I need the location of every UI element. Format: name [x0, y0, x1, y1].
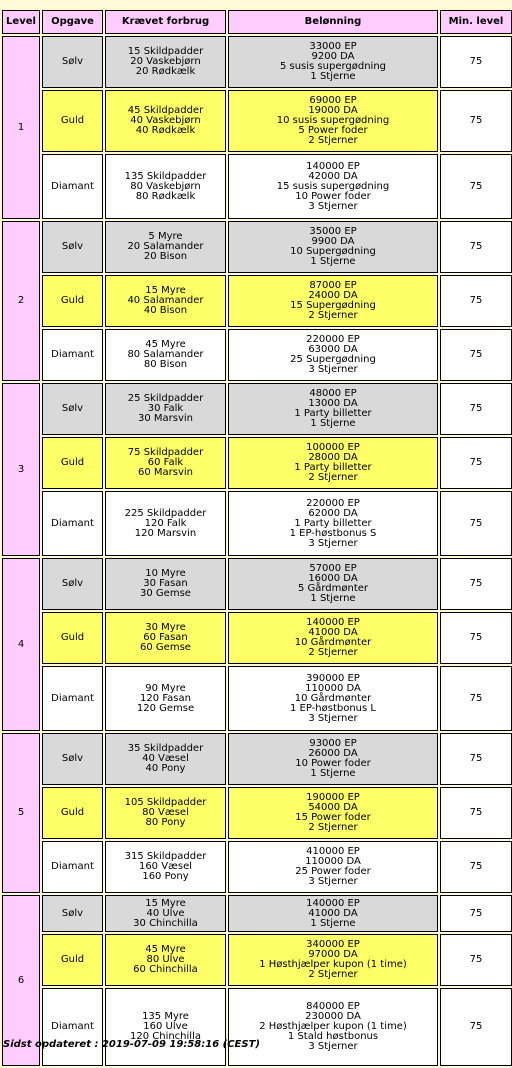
levels.0.tasks.1.belonning-line: 19000 DA: [308, 105, 358, 116]
min-level-cell: 75: [440, 666, 512, 731]
levels.3.tasks.0.belonning-line: 16000 DA: [308, 573, 358, 584]
table-row: [2, 934, 512, 986]
min-level-cell: 75: [440, 383, 512, 435]
levels.4.tasks.2.forbrug-line: 160 Væsel: [138, 861, 193, 872]
levels.2.tasks.1.belonning-line: 2 Stjerner: [308, 472, 358, 483]
min-level-cell: 75: [440, 733, 512, 785]
levels.2.tasks.1.forbrug-line: 60 Falk: [147, 457, 184, 468]
header-belonning: Belønning: [228, 10, 438, 34]
header-min-level: Min. level: [440, 10, 512, 34]
levels.1.tasks.0.belonning-line: 9900 DA: [311, 236, 355, 247]
table-row: [2, 329, 512, 381]
table-row: [2, 558, 512, 610]
opgave-cell: Guld: [42, 612, 103, 664]
levels.3.tasks.1.belonning-line: 10 Gårdmønter: [294, 637, 372, 648]
min-level-cell: 75: [440, 558, 512, 610]
forbrug-cell: [105, 934, 226, 986]
min-level-cell: 75: [440, 154, 512, 219]
opgave-cell: Diamant: [42, 841, 103, 893]
opgave-cell: Diamant: [42, 154, 103, 219]
table-body: [2, 36, 512, 1066]
levels.4.tasks.2.belonning-line: 110000 DA: [305, 856, 361, 867]
levels.0.tasks.1.forbrug-line: 45 Skildpadder: [127, 105, 204, 116]
levels.4.tasks.2.belonning-line: 3 Stjerner: [308, 876, 358, 887]
levels.1.tasks.0.belonning-line: 35000 EP: [309, 226, 357, 237]
min-level-cell: 75: [440, 491, 512, 556]
levels.2.tasks.2.belonning-line: 1 Party billetter: [294, 517, 372, 529]
opgave-cell: Diamant: [42, 666, 103, 731]
last-updated: Sidst opdateret : 2019-07-09 19:58:16 (CEST): [3, 1039, 260, 1050]
table-row: [2, 733, 512, 785]
levels.5.tasks.0.belonning-line: 41000 DA: [308, 907, 358, 919]
levels.2.tasks.1.belonning-line: 28000 DA: [308, 452, 358, 463]
levels.1.tasks.0.forbrug-line: 5 Myre: [148, 231, 183, 242]
levels.1.tasks.2.belonning-line: 220000 EP: [306, 334, 360, 345]
opgave-cell: Guld: [42, 787, 103, 839]
forbrug-cell: [105, 90, 226, 152]
levels.4.tasks.1.forbrug-line: 80 Væsel: [142, 807, 189, 818]
levels.2.tasks.2.belonning-line: 62000 DA: [308, 507, 358, 519]
levels.0.tasks.0.belonning-line: 5 susis supergødning: [279, 61, 387, 72]
levels.1.tasks.0.forbrug-line: 20 Salamander: [127, 241, 204, 252]
levels.0.tasks.1.forbrug-line: 40 Rødkælk: [135, 125, 196, 136]
levels.3.tasks.2.belonning-line: 110000 DA: [305, 682, 361, 694]
belonning-cell: [228, 437, 438, 489]
levels.2.tasks.0.belonning-line: 13000 DA: [308, 398, 358, 409]
levels.0.tasks.0.belonning-line: 1 Stjerne: [310, 71, 356, 82]
levels.2.tasks.2.forbrug-line: 120 Marsvin: [134, 527, 197, 539]
opgave-cell: Guld: [42, 934, 103, 986]
belonning-cell: [228, 558, 438, 610]
levels.3.tasks.0.belonning-line: 57000 EP: [309, 563, 357, 574]
levels.2.tasks.2.belonning-line: 1 EP-høstbonus S: [289, 527, 377, 539]
levels.5.tasks.2.forbrug-line: 120 Chinchilla: [129, 1031, 201, 1042]
levels.3.tasks.1.belonning-line: 2 Stjerner: [308, 647, 358, 658]
levels.3.tasks.0.forbrug-line: 10 Myre: [145, 568, 186, 579]
levels.2.tasks.0.belonning-line: 48000 EP: [309, 388, 357, 399]
levels.1.tasks.2.forbrug-line: 80 Salamander: [127, 349, 204, 360]
levels.3.tasks.1.belonning-line: 140000 EP: [306, 617, 360, 628]
levels.3.tasks.2.forbrug-line: 120 Gemse: [136, 702, 195, 714]
min-level-cell: 75: [440, 988, 512, 1066]
levels.5.tasks.2.belonning-line: 230000 DA: [305, 1011, 361, 1022]
table-row: [2, 154, 512, 219]
min-level-cell: 75: [440, 437, 512, 489]
levels.0.tasks.0.forbrug-line: 20 Rødkælk: [135, 66, 196, 77]
levels.4.tasks.2.forbrug-line: 315 Skildpadder: [124, 851, 207, 862]
forbrug-cell: [105, 154, 226, 219]
table-row: [2, 666, 512, 731]
levels.3.tasks.1.forbrug-line: 60 Gemse: [140, 642, 191, 653]
levels.5.tasks.1.forbrug-line: 60 Chinchilla: [133, 964, 198, 975]
levels.1.tasks.0.forbrug-line: 20 Bison: [143, 251, 188, 262]
table-row: [2, 988, 512, 1066]
levels.2.tasks.1.forbrug-line: 60 Marsvin: [137, 467, 193, 478]
levels.1.tasks.1.forbrug-line: 40 Bison: [143, 305, 188, 316]
forbrug-cell: [105, 383, 226, 435]
min-level-cell: 75: [440, 841, 512, 893]
belonning-cell: [228, 329, 438, 381]
levels.4.tasks.0.belonning-line: 93000 EP: [309, 738, 357, 749]
belonning-cell: [228, 612, 438, 664]
levels.2.tasks.2.forbrug-line: 120 Falk: [144, 517, 187, 529]
forbrug-cell: [105, 36, 226, 88]
levels.1.tasks.2.belonning-line: 63000 DA: [308, 344, 358, 355]
level-cell: 3: [2, 383, 40, 556]
forbrug-cell: [105, 612, 226, 664]
table-row: [2, 221, 512, 273]
forbrug-cell: [105, 437, 226, 489]
levels.0.tasks.1.forbrug-line: 40 Vaskebjørn: [130, 115, 201, 126]
table-header-row: [2, 10, 512, 34]
levels.0.tasks.0.belonning-line: 9200 DA: [311, 51, 355, 62]
forbrug-cell: [105, 895, 226, 932]
levels.5.tasks.2.belonning-line: 3 Stjerner: [308, 1041, 358, 1052]
level-cell: 2: [2, 221, 40, 381]
levels.0.tasks.1.belonning-line: 69000 EP: [309, 95, 357, 106]
levels.3.tasks.1.forbrug-line: 60 Fasan: [143, 632, 188, 643]
rewards-table: [0, 8, 512, 1068]
levels.2.tasks.2.forbrug-line: 225 Skildpadder: [124, 507, 207, 519]
min-level-cell: 75: [440, 934, 512, 986]
levels.1.tasks.1.belonning-line: 2 Stjerner: [308, 310, 358, 321]
levels.3.tasks.2.belonning-line: 3 Stjerner: [308, 712, 358, 724]
levels.4.tasks.0.forbrug-line: 40 Væsel: [142, 753, 189, 764]
levels.2.tasks.0.forbrug-line: 25 Skildpadder: [127, 393, 204, 404]
levels.3.tasks.2.forbrug-line: 120 Fasan: [140, 692, 191, 704]
levels.3.tasks.0.belonning-line: 5 Gårdmønter: [297, 583, 369, 594]
belonning-cell: [228, 666, 438, 731]
levels.5.tasks.1.belonning-line: 2 Stjerner: [308, 969, 358, 980]
belonning-cell: [228, 221, 438, 273]
forbrug-cell: [105, 988, 226, 1066]
levels.2.tasks.1.belonning-line: 100000 EP: [306, 442, 360, 453]
levels.3.tasks.0.forbrug-line: 30 Fasan: [143, 578, 188, 589]
levels.1.tasks.1.belonning-line: 24000 DA: [308, 290, 358, 301]
levels.1.tasks.2.forbrug-line: 45 Myre: [145, 339, 186, 350]
levels.4.tasks.2.forbrug-line: 160 Pony: [142, 871, 189, 882]
levels.1.tasks.2.belonning-line: 3 Stjerner: [308, 364, 358, 375]
table-row: [2, 36, 512, 88]
min-level-cell: 75: [440, 221, 512, 273]
levels.1.tasks.2.belonning-line: 25 Supergødning: [290, 354, 376, 365]
levels.5.tasks.2.belonning-line: 840000 EP: [306, 1001, 360, 1012]
forbrug-cell: [105, 841, 226, 893]
forbrug-cell: [105, 221, 226, 273]
forbrug-cell: [105, 275, 226, 327]
levels.4.tasks.1.belonning-line: 2 Stjerner: [308, 822, 358, 833]
levels.0.tasks.1.belonning-line: 5 Power foder: [298, 125, 368, 136]
min-level-cell: 75: [440, 787, 512, 839]
belonning-cell: [228, 154, 438, 219]
levels.5.tasks.2.belonning-line: 1 Stald høstbonus: [287, 1031, 379, 1042]
level-cell: 4: [2, 558, 40, 731]
levels.5.tasks.0.forbrug-line: 40 Ulve: [146, 907, 185, 919]
levels.0.tasks.1.belonning-line: 2 Stjerner: [308, 135, 358, 146]
levels.5.tasks.0.belonning-line: 140000 EP: [306, 897, 360, 909]
levels.5.tasks.0.forbrug-line: 15 Myre: [145, 897, 186, 909]
opgave-cell: Sølv: [42, 221, 103, 273]
levels.2.tasks.0.belonning-line: 1 Party billetter: [294, 408, 372, 419]
levels.4.tasks.1.belonning-line: 15 Power foder: [295, 812, 371, 823]
table-row: [2, 491, 512, 556]
header-level: Level: [2, 10, 40, 34]
levels.5.tasks.1.belonning-line: 340000 EP: [306, 939, 360, 950]
table-row: [2, 612, 512, 664]
levels.0.tasks.2.belonning-line: 140000 EP: [306, 160, 360, 172]
table-row: [2, 383, 512, 435]
levels.5.tasks.1.belonning-line: 97000 DA: [308, 949, 358, 960]
forbrug-cell: [105, 666, 226, 731]
opgave-cell: Sølv: [42, 383, 103, 435]
levels.2.tasks.2.belonning-line: 220000 EP: [306, 497, 360, 509]
levels.0.tasks.2.belonning-line: 15 susis supergødning: [276, 180, 390, 192]
levels.0.tasks.0.belonning-line: 33000 EP: [309, 41, 357, 52]
levels.1.tasks.1.belonning-line: 15 Supergødning: [290, 300, 376, 311]
levels.0.tasks.0.forbrug-line: 20 Vaskebjørn: [130, 56, 201, 67]
levels.5.tasks.1.forbrug-line: 80 Ulve: [146, 954, 185, 965]
levels.3.tasks.2.forbrug-line: 90 Myre: [145, 682, 186, 694]
levels.2.tasks.2.belonning-line: 3 Stjerner: [308, 537, 358, 549]
levels.2.tasks.1.forbrug-line: 75 Skildpadder: [127, 447, 204, 458]
levels.0.tasks.2.belonning-line: 10 Power foder: [295, 190, 371, 202]
table-row: [2, 437, 512, 489]
opgave-cell: Diamant: [42, 988, 103, 1066]
opgave-cell: Diamant: [42, 329, 103, 381]
opgave-cell: Guld: [42, 275, 103, 327]
levels.5.tasks.2.forbrug-line: 135 Myre: [142, 1011, 189, 1022]
levels.1.tasks.1.belonning-line: 87000 EP: [309, 280, 357, 291]
levels.5.tasks.1.belonning-line: 1 Høsthjælper kupon (1 time): [259, 959, 407, 970]
levels.0.tasks.2.forbrug-line: 80 Vaskebjørn: [130, 180, 201, 192]
opgave-cell: Guld: [42, 90, 103, 152]
levels.4.tasks.1.belonning-line: 54000 DA: [308, 802, 358, 813]
opgave-cell: Sølv: [42, 895, 103, 932]
levels.1.tasks.1.forbrug-line: 40 Salamander: [127, 295, 204, 306]
levels.4.tasks.0.belonning-line: 26000 DA: [308, 748, 358, 759]
levels.4.tasks.1.forbrug-line: 80 Pony: [145, 817, 186, 828]
min-level-cell: 75: [440, 612, 512, 664]
table-row: [2, 90, 512, 152]
levels.2.tasks.0.belonning-line: 1 Stjerne: [310, 418, 356, 429]
header-forbrug: Krævet forbrug: [105, 10, 226, 34]
levels.2.tasks.0.forbrug-line: 30 Falk: [147, 403, 184, 414]
level-cell: 1: [2, 36, 40, 219]
levels.3.tasks.2.belonning-line: 1 EP-høstbonus L: [290, 702, 376, 714]
forbrug-cell: [105, 558, 226, 610]
forbrug-cell: [105, 787, 226, 839]
belonning-cell: [228, 36, 438, 88]
opgave-cell: Diamant: [42, 491, 103, 556]
levels.5.tasks.2.belonning-line: 2 Høsthjælper kupon (1 time): [259, 1021, 407, 1032]
belonning-cell: [228, 733, 438, 785]
opgave-cell: Sølv: [42, 558, 103, 610]
levels.4.tasks.0.belonning-line: 1 Stjerne: [310, 768, 356, 779]
belonning-cell: [228, 491, 438, 556]
level-cell: 6: [2, 895, 40, 1066]
min-level-cell: 75: [440, 90, 512, 152]
levels.3.tasks.2.belonning-line: 10 Gårdmønter: [294, 692, 372, 704]
belonning-cell: [228, 275, 438, 327]
levels.2.tasks.0.forbrug-line: 30 Marsvin: [137, 413, 193, 424]
levels.1.tasks.0.belonning-line: 1 Stjerne: [310, 256, 356, 267]
levels.4.tasks.2.belonning-line: 25 Power foder: [295, 866, 371, 877]
belonning-cell: [228, 841, 438, 893]
table-row: [2, 787, 512, 839]
levels.0.tasks.2.belonning-line: 42000 DA: [308, 170, 358, 182]
belonning-cell: [228, 787, 438, 839]
levels.3.tasks.2.belonning-line: 390000 EP: [306, 672, 360, 684]
table-row: [2, 895, 512, 932]
levels.3.tasks.1.belonning-line: 41000 DA: [308, 627, 358, 638]
belonning-cell: [228, 90, 438, 152]
forbrug-cell: [105, 329, 226, 381]
levels.2.tasks.1.belonning-line: 1 Party billetter: [294, 462, 372, 473]
levels.5.tasks.0.belonning-line: 1 Stjerne: [310, 917, 356, 929]
levels.3.tasks.0.belonning-line: 1 Stjerne: [310, 593, 356, 604]
levels.0.tasks.0.forbrug-line: 15 Skildpadder: [127, 46, 204, 57]
forbrug-cell: [105, 733, 226, 785]
min-level-cell: 75: [440, 275, 512, 327]
levels.3.tasks.0.forbrug-line: 30 Gemse: [140, 588, 191, 599]
forbrug-cell: [105, 491, 226, 556]
levels.0.tasks.2.forbrug-line: 135 Skildpadder: [124, 170, 207, 182]
opgave-cell: Sølv: [42, 36, 103, 88]
opgave-cell: Guld: [42, 437, 103, 489]
min-level-cell: 75: [440, 329, 512, 381]
belonning-cell: [228, 934, 438, 986]
levels.1.tasks.1.forbrug-line: 15 Myre: [145, 285, 186, 296]
min-level-cell: 75: [440, 36, 512, 88]
levels.4.tasks.0.forbrug-line: 40 Pony: [145, 763, 186, 774]
opgave-cell: Sølv: [42, 733, 103, 785]
levels.1.tasks.2.forbrug-line: 80 Bison: [143, 359, 188, 370]
levels.4.tasks.2.belonning-line: 410000 EP: [306, 846, 360, 857]
header-opgave: Opgave: [42, 10, 103, 34]
levels.4.tasks.0.forbrug-line: 35 Skildpadder: [127, 743, 204, 754]
table-row: [2, 275, 512, 327]
table-row: [2, 841, 512, 893]
levels.5.tasks.1.forbrug-line: 45 Myre: [145, 944, 186, 955]
levels.1.tasks.0.belonning-line: 10 Supergødning: [290, 246, 376, 257]
levels.0.tasks.1.belonning-line: 10 susis supergødning: [276, 115, 390, 126]
levels.5.tasks.0.forbrug-line: 30 Chinchilla: [133, 917, 198, 929]
level-cell: 5: [2, 733, 40, 893]
levels.5.tasks.2.forbrug-line: 160 Ulve: [143, 1021, 188, 1032]
levels.0.tasks.2.forbrug-line: 80 Rødkælk: [135, 190, 196, 202]
min-level-cell: 75: [440, 895, 512, 932]
levels.0.tasks.2.belonning-line: 3 Stjerner: [308, 200, 358, 212]
belonning-cell: [228, 895, 438, 932]
levels.4.tasks.1.forbrug-line: 105 Skildpadder: [124, 797, 207, 808]
levels.4.tasks.1.belonning-line: 190000 EP: [306, 792, 360, 803]
levels.4.tasks.0.belonning-line: 10 Power foder: [295, 758, 371, 769]
levels.3.tasks.1.forbrug-line: 30 Myre: [145, 622, 186, 633]
belonning-cell: [228, 988, 438, 1066]
belonning-cell: [228, 383, 438, 435]
